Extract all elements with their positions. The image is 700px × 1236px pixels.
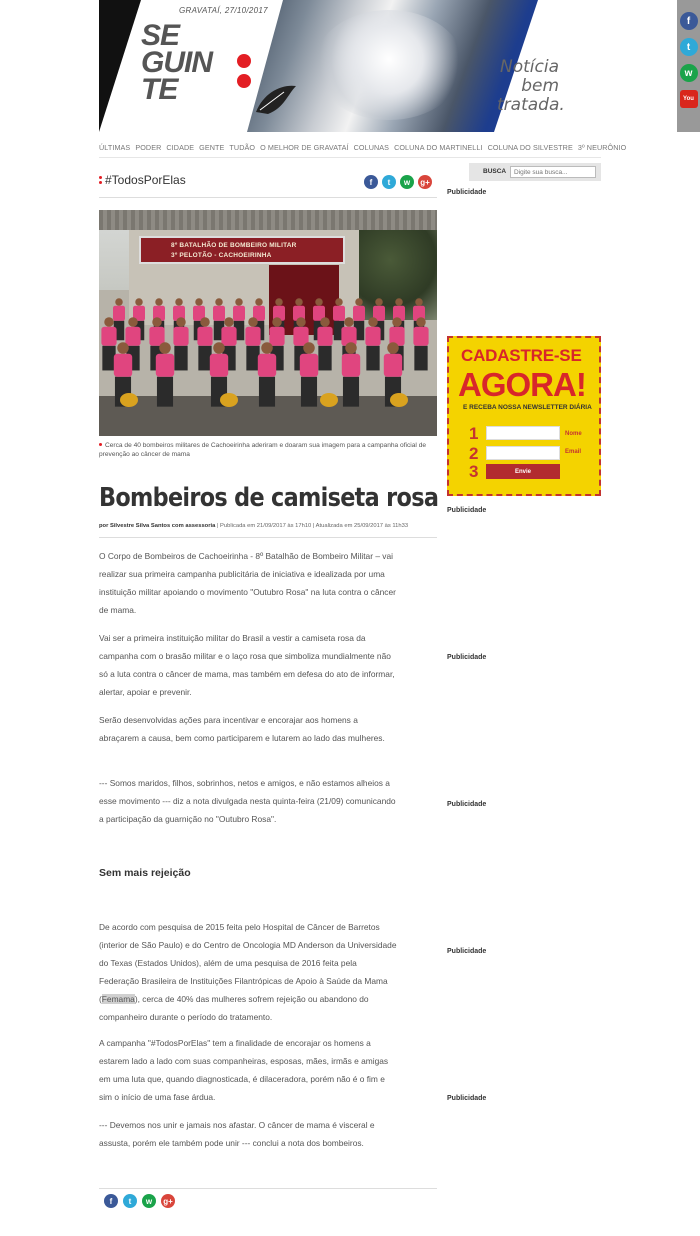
promo-heading-2: AGORA! [458, 366, 586, 403]
ad-label: Publicidade [447, 507, 487, 514]
article-byline [99, 523, 408, 529]
youtube-icon[interactable]: You [680, 90, 698, 108]
site-logo[interactable] [141, 19, 212, 106]
article-paragraph: A campanha "#TodosPorElas" tem a finalidade de encorajar os homens a estarem lado a lado com suas companheiras, esposas, mães, irmãs e amigas em uma luta que, quando diagnosticada, é dilaceradora, porém não é o fim e sim o início de uma fase árdua. [99, 1038, 389, 1102]
logo-line-2: GUIN [141, 46, 212, 79]
section-title-text: #TodosPorElas [105, 173, 186, 187]
ad-label: Publicidade [447, 654, 487, 661]
share-facebook-icon[interactable]: f [104, 1194, 118, 1208]
article-paragraph: --- Devemos nos unir e jamais nos afastar. O câncer de mama é visceral e assusta, porém ele também pode unir --- conclui a nota dos bombeiros. [99, 1120, 375, 1148]
ad-label: Publicidade [447, 1095, 487, 1102]
email-field-label: Email [565, 449, 582, 455]
site-header [99, 0, 694, 132]
newsletter-name-field[interactable] [486, 426, 560, 440]
header-cloud [314, 10, 464, 120]
article-bottom-divider [99, 1188, 437, 1189]
nav-item-3-neuronio[interactable]: 3º NEURÔNIO [577, 143, 627, 152]
facebook-icon[interactable]: f [680, 12, 698, 30]
article-title: Bombeiros de camiseta rosa [99, 483, 439, 513]
nav-item-gente[interactable]: GENTE [199, 143, 225, 152]
ad-label: Publicidade [447, 189, 487, 196]
search-label: BUSCA [483, 168, 507, 175]
sign-line-1: 8º BATALHÃO DE BOMBEIRO MILITAR [171, 242, 297, 249]
article-paragraph: --- Somos maridos, filhos, sobrinhos, netos e amigos, e não estamos alheios a esse movimento --- diz a nota divulgada nesta quinta-feira (21/09) comunicando a participação da guarnição no "Outubro Rosa". [99, 778, 396, 824]
nav-item-cidade[interactable]: CIDADE [166, 143, 195, 152]
nav-divider [99, 157, 601, 158]
nav-item-tudao[interactable]: TUDÃO [229, 143, 256, 152]
share-facebook-icon[interactable]: f [364, 175, 378, 189]
nav-item-o-melhor-de-gravatai[interactable]: O MELHOR DE GRAVATAÍ [260, 143, 349, 152]
nav-item-colunas[interactable]: COLUNAS [353, 143, 390, 152]
ad-label: Publicidade [447, 801, 487, 808]
share-whatsapp-icon[interactable]: w [400, 175, 414, 189]
name-field-label: Nome [565, 431, 582, 437]
photo-firefighters [99, 210, 437, 436]
nav-item-coluna-do-martinelli[interactable]: COLUNA DO MARTINELLI [394, 143, 483, 152]
byline-divider [99, 537, 437, 538]
logo-dots [237, 54, 253, 94]
search-bar [469, 163, 601, 181]
share-bar-top [364, 175, 432, 189]
article-subheading: Sem mais rejeição [99, 867, 191, 879]
highlighted-term: Femama [101, 994, 135, 1004]
header-black-wedge [99, 0, 141, 132]
helmet-shape [120, 393, 138, 407]
nav-item-poder[interactable]: PODER [135, 143, 162, 152]
photo-caption [99, 441, 437, 459]
tagline [497, 57, 565, 115]
step-number-1: 1 [469, 424, 479, 443]
article-paragraph: Serão desenvolvidas ações para incentivar e encorajar aos homens a abraçarem a causa, bem como participarem e lutarem ao lado das mulheres. [99, 715, 385, 743]
article-paragraph: O Corpo de Bombeiros de Cachoeirinha - 8º Batalhão de Bombeiro Militar – vai realizar sua primeira campanha publicitária de iniciativa e idealizada por uma instituição militar apoiando o movimento "Outubro Rosa" na luta contra o câncer de mama. [99, 551, 396, 615]
article-dates: | Publicada em 21/09/2017 às 17h10 | Atualizada em 25/09/2017 às 11h33 [215, 523, 409, 529]
section-dots [99, 176, 102, 185]
tagline-line-1: Notícia [500, 57, 559, 77]
logo-line-1: SE [141, 19, 180, 52]
share-bar-bottom [104, 1194, 175, 1208]
article-photo[interactable] [99, 210, 437, 436]
caption-text: Cerca de 40 bombeiros militares de Cachoeirinha aderiram e doaram sua imagem para a campanha oficial de prevenção ao câncer de mama [99, 442, 427, 458]
helmet-shape [220, 393, 238, 407]
whatsapp-icon[interactable]: w [680, 64, 698, 82]
section-title[interactable] [99, 173, 186, 187]
helmet-shape [390, 393, 408, 407]
logo-line-3: TE [141, 73, 178, 106]
article-author[interactable]: por Silvestre Silva Santos com assessoria [99, 523, 216, 529]
paragraph-text: De acordo com pesquisa de 2015 feita pelo Hospital de Câncer de Barretos (interior de São Paulo) e do Centro de Oncologia MD Anderson da Universidade do Texas (Estados Unidos), além de uma pesquisa de 2016 feita pela Federação Brasileira de Instituições Filantrópicas de Apoio à Saúde da Mama ( [99, 922, 397, 1004]
share-googleplus-icon[interactable]: g+ [161, 1194, 175, 1208]
caption-dot [99, 443, 102, 446]
share-twitter-icon[interactable]: t [382, 175, 396, 189]
promo-subheading: E RECEBA NOSSA NEWSLETTER DIÁRIA [463, 404, 592, 411]
sign-line-2: 3º PELOTÃO - CACHOEIRINHA [171, 252, 272, 259]
step-number-3: 3 [469, 462, 479, 481]
nav-item-coluna-do-silvestre[interactable]: COLUNA DO SILVESTRE [487, 143, 573, 152]
helmet-shape [320, 393, 338, 407]
section-divider [99, 197, 437, 198]
newsletter-email-field[interactable] [486, 446, 560, 460]
share-whatsapp-icon[interactable]: w [142, 1194, 156, 1208]
nav-item-ultimas[interactable]: ÚLTIMAS [99, 143, 131, 152]
tagline-line-3: tratada. [497, 95, 565, 115]
twitter-icon[interactable]: t [680, 38, 698, 56]
main-nav [99, 143, 627, 152]
paragraph-text: ), cerca de 40% das mulheres sofrem rejeição ou abandono do companheiro durante o período do tratamento. [99, 994, 369, 1022]
article-paragraph: Vai ser a primeira instituição militar do Brasil a vestir a camiseta rosa da campanha com o brasão militar e o laço rosa que simboliza mundialmente não só a luta contra o câncer de mama, mas também em defesa do ato de informar, alertar, apoiar e prevenir. [99, 633, 395, 697]
header-date: GRAVATAÍ, 27/10/2017 [179, 6, 268, 15]
newsletter-signup [447, 336, 601, 496]
search-input[interactable] [510, 166, 596, 178]
tagline-line-2: bem [521, 76, 559, 96]
share-twitter-icon[interactable]: t [123, 1194, 137, 1208]
social-rail [677, 0, 700, 132]
share-googleplus-icon[interactable]: g+ [418, 175, 432, 189]
article-paragraph [99, 918, 397, 1026]
step-number-2: 2 [469, 444, 479, 463]
newsletter-send-button[interactable]: Envie [486, 464, 560, 479]
ad-label: Publicidade [447, 948, 487, 955]
promo-heading-1: CADASTRE-SE [461, 346, 582, 365]
leaf-icon [254, 82, 298, 118]
